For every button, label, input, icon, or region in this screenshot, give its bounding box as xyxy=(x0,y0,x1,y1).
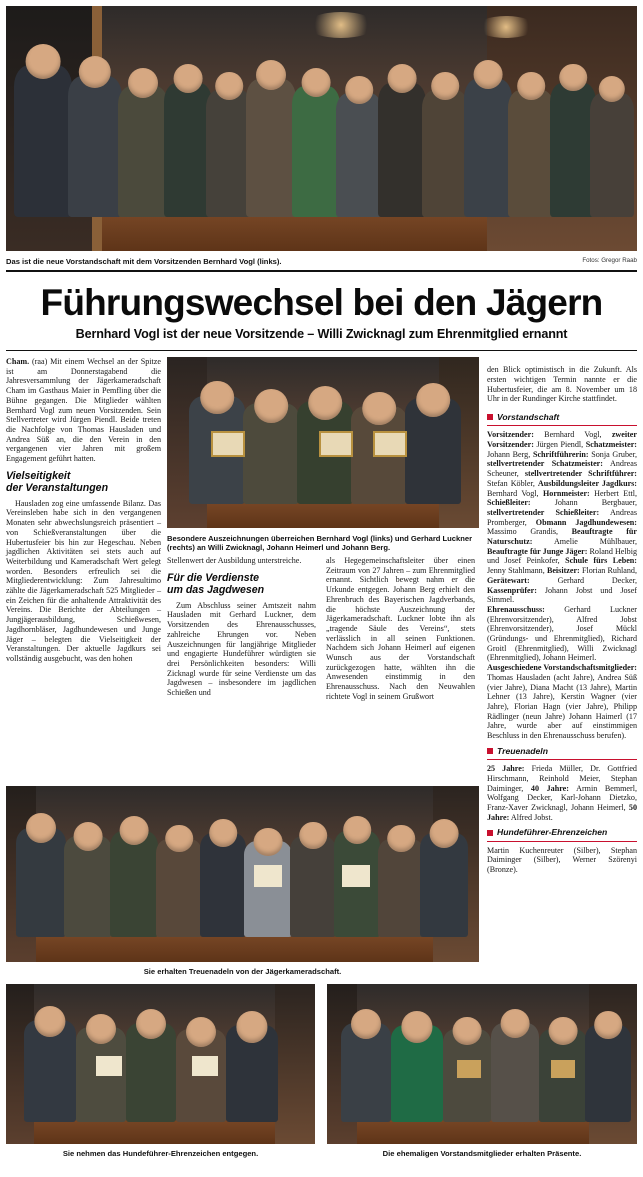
divider-rule xyxy=(6,270,637,272)
photo-people-row xyxy=(6,811,479,938)
person xyxy=(491,1023,539,1122)
certificate xyxy=(192,1056,218,1076)
gift-basket xyxy=(551,1060,575,1078)
gift-basket xyxy=(457,1060,481,1078)
person xyxy=(378,839,424,938)
person xyxy=(110,831,158,937)
person xyxy=(422,90,468,217)
article-column-3 xyxy=(326,556,475,702)
person xyxy=(118,86,168,217)
certificate xyxy=(373,431,407,457)
person xyxy=(14,65,72,217)
photo-loyalty-pins-group xyxy=(6,786,479,962)
red-square-icon xyxy=(487,830,493,836)
photo-awards-caption: Besondere Auszeichnungen überreichen Bernhard Vogl (links) und Gerhard Luckner (rechts) an Willi Zwicknagl, Johann Heimerl und Johann Berg. xyxy=(167,534,473,553)
certificate xyxy=(342,865,370,887)
person xyxy=(336,93,382,216)
column4-paragraph-1: den Blick optimistisch in die Zukunft. Als ersten wichtigen Termin nannte er die Hubertusfeier, die am 8. November um 18 Uhr in der Rundinger Kirche stattfindet. xyxy=(487,365,637,404)
page-headline: Führungswechsel bei den Jägern xyxy=(40,282,603,323)
person xyxy=(24,1020,76,1121)
photo-dog-handler-caption: Sie nehmen das Hundeführer-Ehrenzeichen entgegen. xyxy=(62,1149,259,1158)
infobox-2-body: 25 Jahre: Frieda Müller, Dr. Gottfried Hirschmann, Reinhold Meier, Stephan Daiminger, 40 Jahre: Armin Bemmerl, Wolfgang Decker, Karl-Johann Dietzko, Franz-Xaver Zwicknagl, Johann Heimerl, 50 Jahre: Alfred Jobst. xyxy=(487,764,637,822)
column1-lead-rest: Mit einem Wechsel an der Spitze ist am Donnerstagabend die Jahresversammlung der Jägerkameradschaft Cham im Gasthaus Maier in Pemfling über die Bühne gegangen. Die Mitglieder wählten Bernhard Vogl zum neuen Vorsitzenden. Sein Stellvertreter wird Jürgen Piendl. Beide treten die Nachfolge von Thomas Hausladen und Andrea Süß an, die den Verein in den vergangenen vier Jahren mit großem Engagement geführt hatten. xyxy=(6,357,161,464)
person xyxy=(243,403,299,504)
person xyxy=(164,83,212,217)
certificate xyxy=(211,431,245,457)
infobox-3-rule xyxy=(487,841,637,842)
column1-subheading xyxy=(6,470,161,495)
photo-dog-handler-group xyxy=(6,984,315,1144)
ceiling-light-icon xyxy=(476,16,536,38)
person xyxy=(378,83,426,217)
photo-people-row xyxy=(6,40,637,216)
column2-paragraph-2: Zum Abschluss seiner Amtszeit nahm Hausladen mit Gerhard Luckner, dem Vorsitzenden des Ehrenausschusses, zahlreiche Ehrungen vor. Neben Auszeichnungen für langjährige Mitglieder und engagierte Hundeführer würdigten sie drei Persönlichkeiten besonders: Willi Zicknagl wurde für seine Verdienste um das Jagdwesen – insbesondere im jagdlichen Schießen und xyxy=(167,600,316,698)
person xyxy=(420,833,468,937)
red-square-icon xyxy=(487,748,493,754)
infobox-1-title: Vorstandschaft xyxy=(497,412,560,422)
page-subhead: Bernhard Vogl ist der neue Vorsitzende – Willi Zwicknagl zum Ehrenmitglied ernannt xyxy=(75,327,568,341)
person xyxy=(508,90,554,217)
person xyxy=(64,836,112,937)
infobox-1-body: Vorsitzender: Bernhard Vogl, zweiter Vorsitzender: Jürgen Piendl, Schatzmeister: Johann Berg, Schriftführerin: Sonja Gruber, stellvertretender Schatzmeister: Andreas Scheuner, stellvertretender Schriftführer: Stefan Köbler, Ausbildungsleiter Jagdkurs: Bernhard Vogl, Hornmeister: Herbert Ettl, Schießleiter: Johann Bergbauer, stellvertretender Schießleiter: Andreas Promberger, Obmann Jagdhundewesen: Massimo Grandis, Beauftragte für Naturschutz: Amelie Mühlbauer, Beauftragte für Junge Jäger: Roland Helbig und Josef Peinkofer, Schule fürs Leben: Jenny Stahlmann, Beisitzer: Florian Ruhland, Gerätewart: Gerhard Decker, Kassenprüfer: Johann Jobst und Josef Simmel. Ehrenausschuss: Gerhard Luckner (Ehrenvorsitzender), Alfred Jobst (Ehrenvorsitzender), Josef Mückl (Gründungs- und Ehrenmitglied), Richard Groitl (Ehrenmitglied), Willi Zwicknagl (Ehrenmitglied), Johann Heimerl. Ausgeschiedene Vorstandschaftsmitglieder: Thomas Hausladen (acht Jahre), Andrea Süß (vier Jahre), Diana Macht (13 Jahre), Martin Lehner (13 Jahre), Kerstin Wagner (vier Jahre), Florian Hagn (vier Jahre), Philipp Rädlinger (neun Jahre) Johann Haimerl (17 Jahre, wurde aber auf einstimmigen Beschluss in den Ehrenausschuss berufen). xyxy=(487,430,638,741)
article-column-1 xyxy=(6,357,161,664)
person xyxy=(464,79,512,217)
certificate xyxy=(254,865,282,887)
column2-subheading-line2: um das Jagdwesen xyxy=(167,584,265,597)
ceiling-light-icon xyxy=(306,12,376,38)
column2-subheading-line1: Für die Verdienste xyxy=(167,571,260,584)
person xyxy=(405,398,461,504)
dateline: Cham. xyxy=(6,357,30,366)
infobox-1-heading xyxy=(487,412,637,422)
person xyxy=(292,86,340,217)
infobox-3-body: Martin Kuchenreuter (Silber), Stephan Daiminger (Silber), Werner Szörenyi (Bronze). xyxy=(487,845,637,875)
person xyxy=(585,1025,631,1122)
person xyxy=(290,836,336,937)
infobox-2-title: Treuenadeln xyxy=(497,745,548,756)
person xyxy=(200,833,246,937)
infobox-3-heading xyxy=(487,827,637,837)
infobox-2-rule xyxy=(487,759,637,760)
photo-former-board-caption: Die ehemaligen Vorstandsmitglieder erhalten Präsente. xyxy=(382,1149,582,1158)
person xyxy=(226,1025,278,1122)
person xyxy=(246,79,296,217)
article-column-4 xyxy=(487,357,637,875)
infobox-2-heading xyxy=(487,746,637,756)
person xyxy=(16,828,66,937)
column1-subheading-line2: der Veranstaltungen xyxy=(6,482,109,495)
column2-paragraph-1: Stellenwert der Ausbildung unterstreiche. xyxy=(167,556,302,565)
column3-paragraph-1: als Hegegemeinschaftsleiter über einen Zeitraum von 27 Jahren – zum Ehrenmitglied ernannt. Sichtlich bewegt nahm er die Urkunde entgegen. Johann Berg erhielt den Ehrenbruch des Bayerischen Jagdverbands, die höchste Auszeichnung der Jägerkameradschaft. Luckner lobte ihn als „tragende Säule des Vereins“, stets verlässlich in all seinen Funktionen. Nachdem sich Johann Heimerl auf eigenen Wunsch aus der Vorstandschaft zurückgezogen hatte, wählten ihn die Anwesenden einstimmig in den Ehrenausschuss. Nach den Neuwahlen richtete Vogl in seinem Grußwort xyxy=(326,556,475,701)
person xyxy=(156,839,202,938)
photo-top-caption: Das ist die neue Vorstandschaft mit dem Vorsitzenden Bernhard Vogl (links). xyxy=(6,257,282,266)
photo-people-row xyxy=(6,1006,315,1121)
article-column-2 xyxy=(167,556,316,698)
person xyxy=(391,1025,443,1122)
certificate xyxy=(319,431,353,457)
photo-awards-group xyxy=(167,357,479,528)
column1-subheading-line1: Vielseitigkeit xyxy=(6,469,71,482)
photo-people-row xyxy=(327,1006,637,1121)
column1-paragraph-2: Hausladen zog eine umfassende Bilanz. Das Vereinsleben habe sich in den vergangenen Monaten sehr abwechslungsreich präsentiert – von Schießveranstaltungen über die Hubertusfeier bis hin zur Hegeschau. Neben jagdlichen Aktivitäten sei stets auch auf Weiterbildung und Kameradschaft Wert gelegt worden. Besonders erfreulich sei die Mitgliederentwicklung: Zum Jahresultimo zählte die Jägerkameradschaft 525 Mitglieder – ein Zeichen für die anhaltende Attraktivität des Vereins. Die Berichte der Abteilungen – Jungjägerausbildung, Schießwesen, Jagdhornbläser, Jagdhundewesen und Junge Jäger – belegten die Vielseitigkeit der Veranstaltungen. Der aktuelle Jagdkurs sei vollständig ausgebucht, was den hohen xyxy=(6,498,161,663)
infobox-1-rule xyxy=(487,425,637,426)
photo-credit: Fotos: Gregor Raab xyxy=(582,257,637,264)
column1-lead-paragraph xyxy=(6,357,161,464)
red-square-icon xyxy=(487,414,493,420)
byline: (raa) xyxy=(32,357,48,366)
photo-people-row xyxy=(167,381,479,504)
person xyxy=(341,1023,391,1122)
person xyxy=(244,841,292,937)
infobox-3-title: Hundeführer-Ehrenzeichen xyxy=(497,827,608,838)
person xyxy=(126,1023,176,1122)
divider-rule xyxy=(6,350,637,351)
photo-former-board-group xyxy=(327,984,637,1144)
certificate xyxy=(96,1056,122,1076)
photo-loyalty-pins-caption: Sie erhalten Treuenadeln von der Jägerkameradschaft. xyxy=(143,967,342,976)
photo-top-group xyxy=(6,6,637,251)
column2-subheading xyxy=(167,572,316,597)
person xyxy=(590,93,634,216)
person xyxy=(68,76,122,217)
